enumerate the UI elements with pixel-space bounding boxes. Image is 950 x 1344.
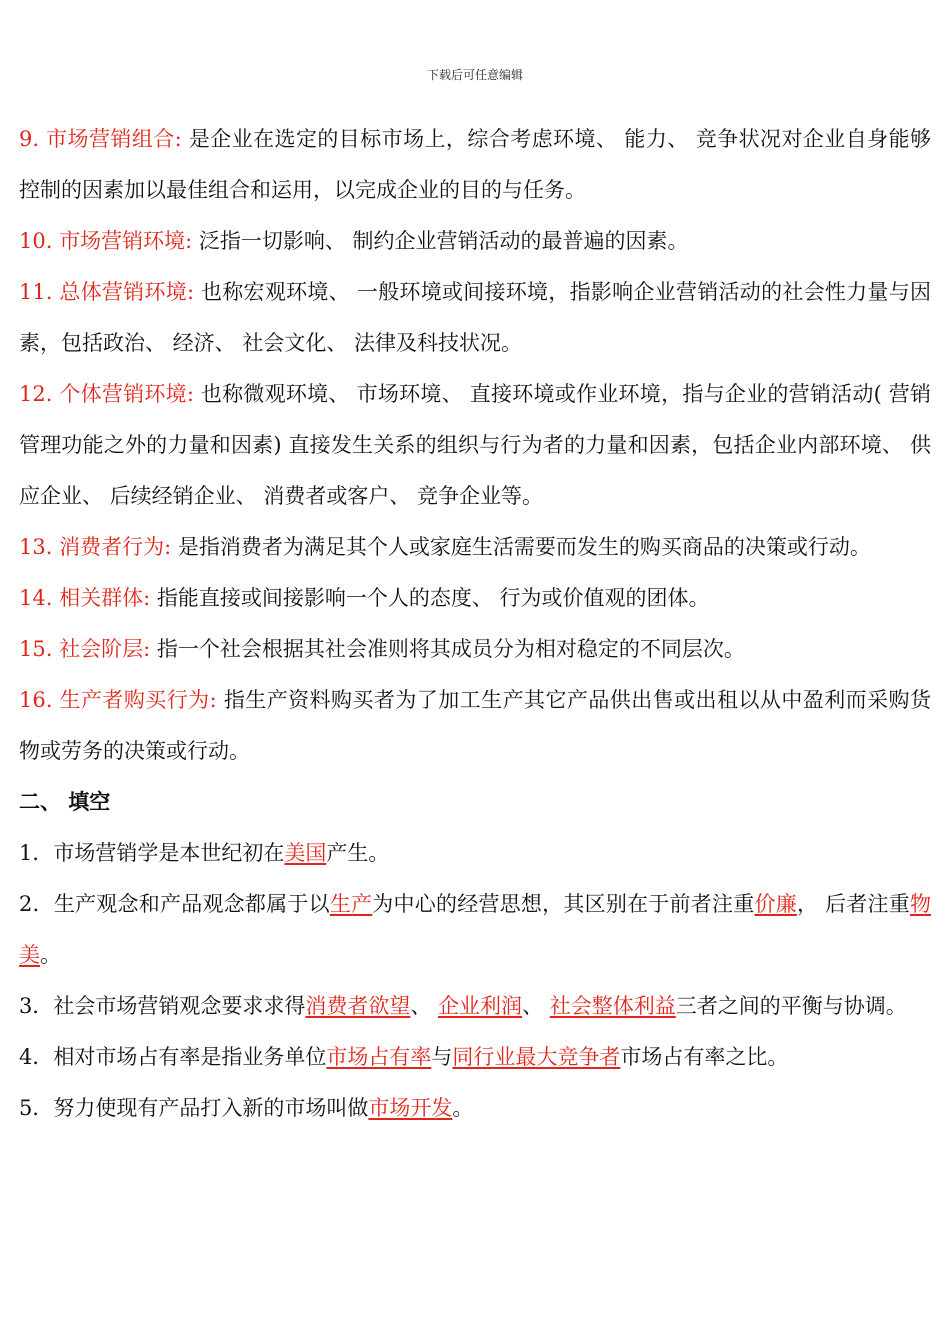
definition-15 [19,624,931,675]
question-text: 产生。 [326,841,390,865]
definition-13 [19,522,931,573]
definition-12 [19,369,931,522]
definition-text: 指生产资料购买者为了加工生产其它产品供出售或出租以从中盈利而采购货物或劳务的决策或行动。 [19,688,931,763]
definition-text: 指一个社会根据其社会准则将其成员分为相对稳定的不同层次。 [150,637,745,661]
question-text: 、 [522,994,550,1018]
definition-text: 也称微观环境、 市场环境、 直接环境或作业环境，指与企业的营销活动( 营销管理功能之外的力量和因素) 直接发生关系的组织与行为者的力量和因素，包括企业内部环境、 供应企业、 后续经销企业、 消费者或客户、 竞争企业等。 [19,382,931,508]
section-title: 二、 填空 [19,790,111,814]
question-text: 三者之间的平衡与协调。 [675,994,907,1018]
document-body [19,114,931,1134]
term-label: 14. 相关群体: [19,586,151,610]
definition-text: 是企业在选定的目标市场上，综合考虑环境、 能力、 竞争状况对企业自身能够控制的因素加以最佳组合和运用，以完成企业的目的与任务。 [19,127,931,202]
fill-question-5 [19,1083,931,1134]
question-text: 4．相对市场占有率是指业务单位 [19,1045,327,1069]
question-text: 、 [410,994,439,1018]
fill-question-2 [19,879,931,981]
page-header: 下载后可任意编辑 [426,68,523,82]
answer-blank: 社会整体利益 [549,994,676,1018]
answer-blank: 美国 [284,841,327,865]
term-label: 11. 总体营销环境: [19,280,195,304]
answer-blank: 生产 [329,892,373,916]
answer-blank: 消费者欲望 [305,994,411,1018]
definition-10 [19,216,931,267]
question-text: 3．社会市场营销观念要求求得 [19,994,306,1018]
definition-9 [19,114,931,216]
question-text: 2．生产观念和产品观念都属于以 [19,892,330,916]
question-text: ， 后者注重 [796,892,910,916]
question-text: 5．努力使现有产品打入新的市场叫做 [19,1096,369,1120]
term-label: 10. 市场营销环境: [19,229,193,253]
answer-blank: 市场开发 [368,1096,453,1120]
fill-question-1 [19,828,931,879]
question-text: 1．市场营销学是本世纪初在 [19,841,285,865]
term-label: 13. 消费者行为: [19,535,172,559]
answer-blank: 同行业最大竞争者 [452,1045,621,1069]
question-text: 。 [452,1096,474,1120]
fill-question-3 [19,981,931,1032]
term-label: 12. 个体营销环境: [19,382,194,406]
definition-text: 指能直接或间接影响一个人的态度、 行为或价值观的团体。 [150,586,710,610]
definition-16 [19,675,931,777]
question-text: 与 [431,1045,453,1069]
fill-question-4 [19,1032,931,1083]
term-label: 16. 生产者购买行为: [19,688,217,712]
term-label: 15. 社会阶层: [19,637,151,661]
definition-text: 是指消费者为满足其个人或家庭生活需要而发生的购买商品的决策或行动。 [171,535,871,559]
definition-text: 也称宏观环境、 一般环境或间接环境，指影响企业营销活动的社会性力量与因素，包括政治、 经济、 社会文化、 法律及科技状况。 [19,280,931,355]
definition-14 [19,573,931,624]
definition-11 [19,267,931,369]
term-label: 9. 市场营销组合: [19,127,182,151]
answer-blank: 价廉 [754,892,797,916]
answer-blank: 市场占有率 [326,1045,432,1069]
question-text: 为中心的经营思想，其区别在于前者注重 [372,892,755,916]
question-text: 市场占有率之比。 [620,1045,789,1069]
answer-blank: 企业利润 [438,994,523,1018]
definition-text: 泛指一切影响、 制约企业营销活动的最普遍的因素。 [192,229,689,253]
question-text: 。 [40,943,61,967]
answer-blank: 物美 [19,892,931,967]
